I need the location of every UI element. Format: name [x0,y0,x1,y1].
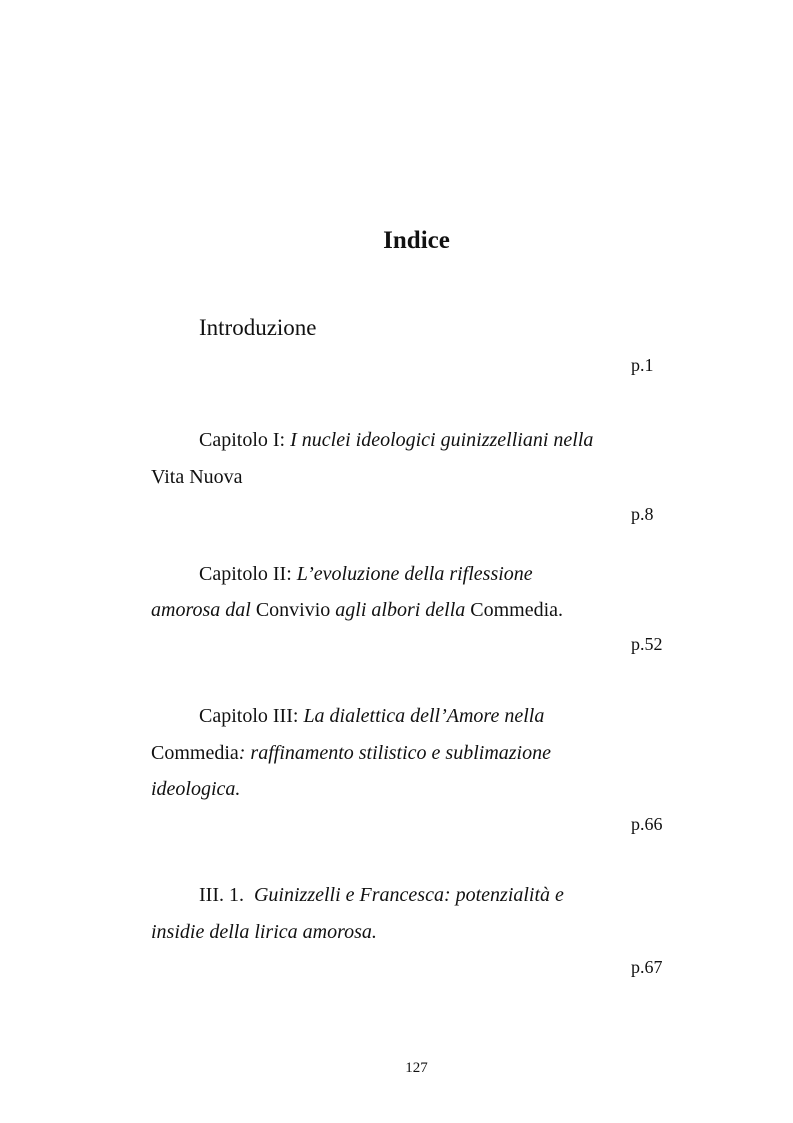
toc-entry-label: Introduzione [199,315,317,340]
chapter-prefix: Capitolo I: [199,429,291,451]
chapter-title: L’evoluzione della riflessione [296,563,533,585]
toc-entry-capitolo-2-line2 [151,597,563,623]
chapter-title: La dialettica dell’Amore nella [303,705,545,727]
chapter-prefix: Capitolo III: [199,705,304,727]
toc-page-ref-capitolo-3: p.66 [631,814,663,834]
toc-entry-introduzione [199,314,317,342]
toc-page-ref-capitolo-1: p.8 [631,504,654,524]
section-title-continued: insidie della lirica amorosa. [151,921,377,943]
section-prefix: III. 1. [199,884,254,906]
toc-entry-capitolo-2 [199,561,533,587]
chapter-prefix: Capitolo II: [199,563,297,585]
chapter-title-continued: Vita Nuova [151,466,243,488]
work-title-commedia: Commedia. [465,599,564,621]
toc-entry-capitolo-3 [199,703,544,729]
toc-entry-capitolo-3-line3 [151,776,240,802]
toc-entry-section-3-1-line2 [151,919,377,945]
page-number: 127 [405,1060,428,1076]
toc-entry-capitolo-1-line2 [151,464,243,490]
work-title-commedia: Commedia [151,742,239,764]
chapter-title: I nuclei ideologici guinizzelliani nella [290,429,594,451]
work-title-convivio: Convivio [250,599,336,621]
toc-entry-section-3-1 [199,882,564,908]
chapter-title-continued: agli albori della [335,599,466,621]
toc-entry-capitolo-1 [199,427,593,453]
page-title: Indice [383,227,450,254]
toc-page-ref-section-3-1: p.67 [631,957,663,977]
toc-entry-capitolo-3-line2 [151,740,551,766]
chapter-title-continued: ideologica. [151,778,241,800]
toc-page-ref-introduzione: p.1 [631,355,654,375]
chapter-title-continued: amorosa dal [151,599,251,621]
section-title: Guinizzelli e Francesca: potenzialità e [253,884,564,906]
toc-page-ref-capitolo-2: p.52 [631,634,663,654]
chapter-title-continued: : raffinamento stilistico e sublimazione [238,742,551,764]
